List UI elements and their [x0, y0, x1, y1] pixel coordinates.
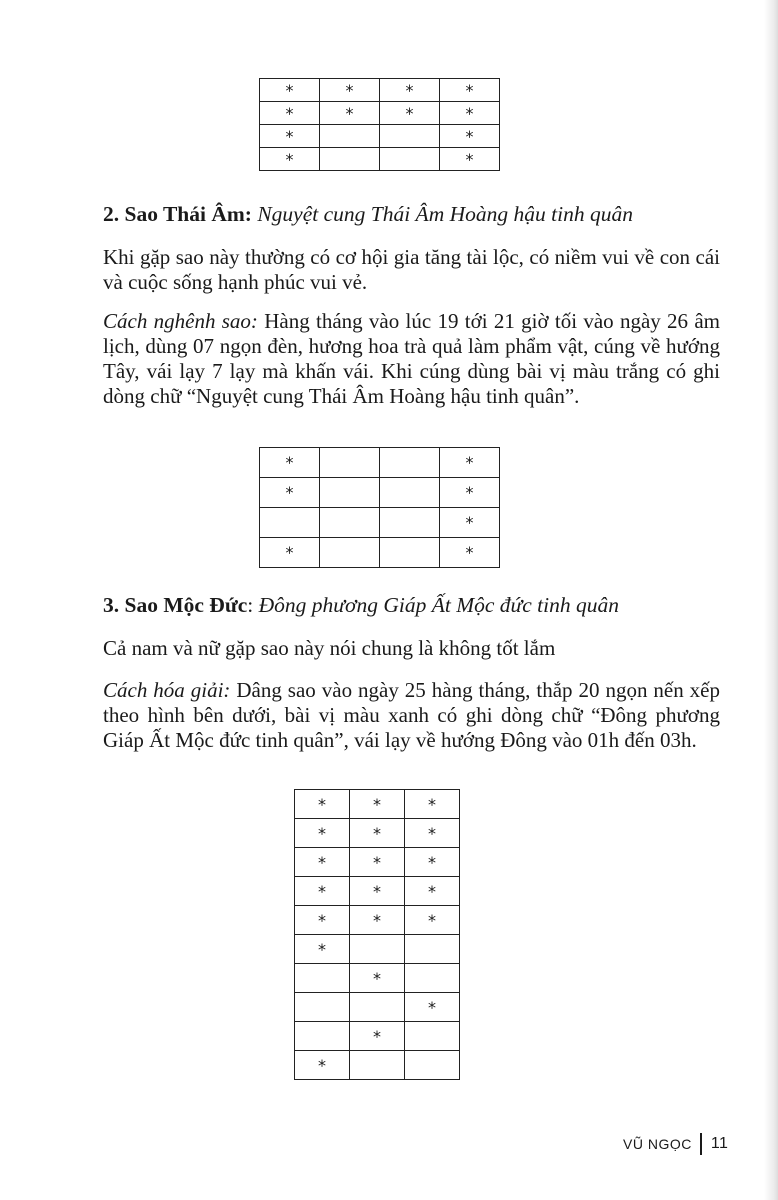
star-cell: * [440, 448, 500, 478]
grid-row [295, 790, 460, 819]
grid-row [260, 79, 500, 102]
star-cell: * [380, 102, 440, 125]
star-cell: * [380, 79, 440, 102]
empty-cell [350, 993, 405, 1022]
empty-cell [295, 1022, 350, 1051]
star-cell: * [295, 906, 350, 935]
page-edge-shadow [764, 0, 778, 1200]
star-cell: * [405, 906, 460, 935]
star-cell: * [295, 935, 350, 964]
star-cell: * [350, 1022, 405, 1051]
grid-row [260, 448, 500, 478]
empty-cell [320, 148, 380, 171]
star-cell: * [440, 125, 500, 148]
grid-row [260, 148, 500, 171]
paragraph-method-moc-duc [103, 678, 720, 753]
star-cell: * [405, 993, 460, 1022]
method-label: Cách nghênh sao: [103, 309, 258, 333]
star-cell: * [350, 848, 405, 877]
star-cell: * [350, 877, 405, 906]
star-cell: * [440, 478, 500, 508]
section-heading-moc-duc [103, 592, 619, 618]
star-cell: * [440, 102, 500, 125]
star-cell: * [320, 79, 380, 102]
empty-cell [380, 538, 440, 568]
star-cell: * [350, 819, 405, 848]
intro-text: Khi gặp sao này thường có cơ hội gia tăng tài lộc, có niềm vui về con cái và cuộc sống hạnh phúc vui vẻ. [103, 245, 720, 294]
grid-row [260, 508, 500, 538]
footer-divider [700, 1133, 702, 1155]
paragraph-intro-thai-am [103, 245, 720, 295]
empty-cell [380, 148, 440, 171]
grid-row [260, 125, 500, 148]
empty-cell [405, 964, 460, 993]
running-footer-author: VŨ NGỌC [623, 1136, 692, 1152]
star-cell: * [295, 848, 350, 877]
star-cell: * [260, 478, 320, 508]
star-cell: * [350, 906, 405, 935]
star-cell: * [405, 819, 460, 848]
paragraph-intro-moc-duc [103, 636, 720, 661]
grid-row [260, 538, 500, 568]
candle-grid-moc-duc [294, 789, 460, 1080]
empty-cell [350, 1051, 405, 1080]
star-cell: * [295, 877, 350, 906]
empty-cell [380, 125, 440, 148]
star-cell: * [350, 964, 405, 993]
page-number: 11 [710, 1135, 729, 1152]
empty-cell [405, 935, 460, 964]
star-cell: * [295, 1051, 350, 1080]
method-text: Dâng sao vào ngày 25 hàng tháng, thắp 20 ngọn nến xếp theo hình bên dưới, bài vị màu xanh có ghi dòng chữ “Đông phương Giáp Ất Mộc đức tinh quân”, vái lạy về hướng Đông vào 01h đến 03h. [103, 678, 720, 752]
candle-grid-thai-am [259, 447, 500, 568]
empty-cell [295, 964, 350, 993]
grid-row [260, 102, 500, 125]
section-heading-thai-am [103, 201, 633, 227]
empty-cell [320, 538, 380, 568]
grid-row [295, 1051, 460, 1080]
empty-cell [320, 448, 380, 478]
star-cell: * [260, 148, 320, 171]
title-separator: : [247, 593, 254, 617]
empty-cell [380, 478, 440, 508]
star-cell: * [295, 819, 350, 848]
grid-row [260, 478, 500, 508]
star-cell: * [440, 538, 500, 568]
empty-cell [260, 508, 320, 538]
grid-row [295, 906, 460, 935]
method-label: Cách hóa giải: [103, 678, 231, 702]
empty-cell [295, 993, 350, 1022]
paragraph-method-thai-am [103, 309, 720, 409]
section-subtitle: Nguyệt cung Thái Âm Hoàng hậu tinh quân [257, 202, 633, 226]
star-cell: * [260, 102, 320, 125]
method-text: Hàng tháng vào lúc 19 tới 21 giờ tối vào ngày 26 âm lịch, dùng 07 ngọn đèn, hương hoa trà quả làm phẩm vật, cúng về hướng Tây, vái lạy 7 lạy mà khấn vái. Khi cúng dùng bài vị màu trắng có ghi dòng chữ “Nguyệt cung Thái Âm Hoàng hậu tinh quân”. [103, 309, 721, 408]
empty-cell [320, 125, 380, 148]
grid-row [295, 848, 460, 877]
grid-row [295, 819, 460, 848]
grid-row [295, 877, 460, 906]
star-cell: * [260, 125, 320, 148]
empty-cell [350, 935, 405, 964]
section-subtitle: Đông phương Giáp Ất Mộc đức tinh quân [258, 593, 620, 617]
empty-cell [320, 508, 380, 538]
star-cell: * [405, 790, 460, 819]
candle-grid-top [259, 78, 500, 171]
star-cell: * [405, 877, 460, 906]
grid-row [295, 935, 460, 964]
star-cell: * [295, 790, 350, 819]
star-cell: * [260, 538, 320, 568]
star-cell: * [440, 79, 500, 102]
star-cell: * [405, 848, 460, 877]
empty-cell [380, 448, 440, 478]
grid-row [295, 1022, 460, 1051]
star-cell: * [350, 790, 405, 819]
grid-row [295, 964, 460, 993]
section-title: 3. Sao Mộc Đức [103, 593, 248, 617]
empty-cell [320, 478, 380, 508]
star-cell: * [260, 79, 320, 102]
grid-row [295, 993, 460, 1022]
star-cell: * [440, 148, 500, 171]
star-cell: * [260, 448, 320, 478]
star-cell: * [440, 508, 500, 538]
empty-cell [405, 1022, 460, 1051]
section-title: 2. Sao Thái Âm: [103, 202, 252, 226]
page-footer [623, 1133, 728, 1155]
empty-cell [405, 1051, 460, 1080]
empty-cell [380, 508, 440, 538]
star-cell: * [320, 102, 380, 125]
intro-text: Cả nam và nữ gặp sao này nói chung là không tốt lắm [103, 636, 556, 660]
